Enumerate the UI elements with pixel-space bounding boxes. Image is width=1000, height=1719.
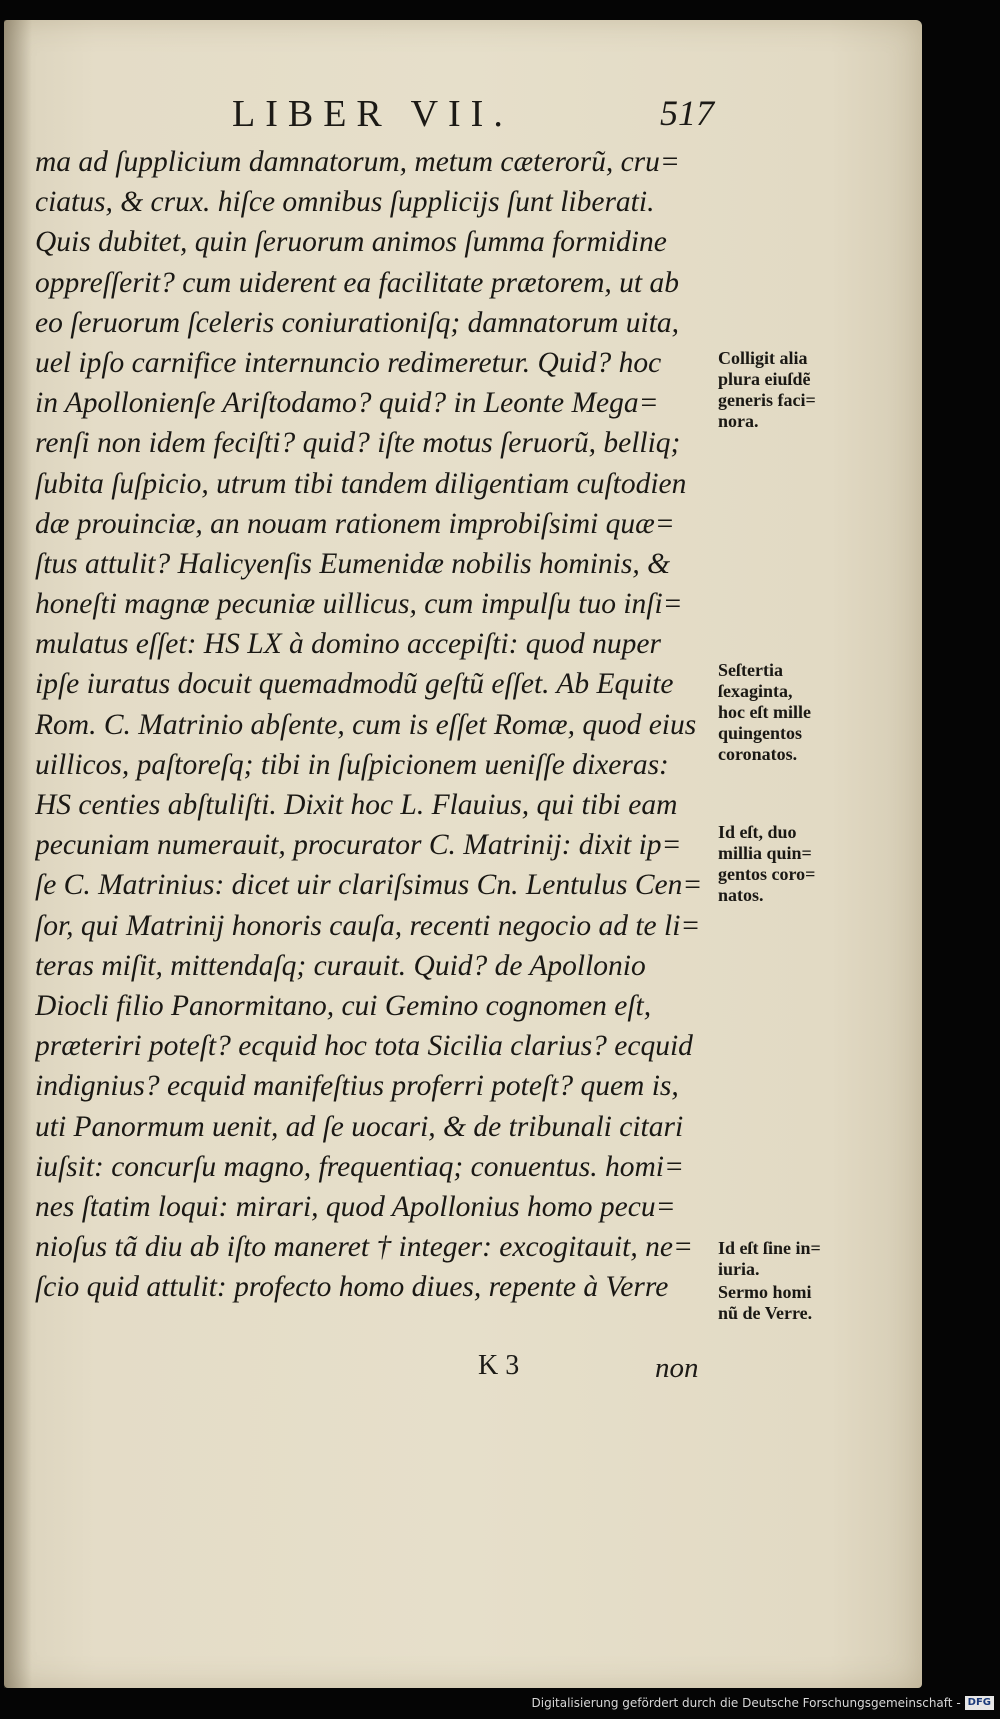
side-note-sermo-hominum [718, 1282, 866, 1324]
body-line: Diocli filio Panormitano, cui Gemino cognomen eſt, [35, 989, 652, 1022]
body-line: nioſus tã diu ab iſto maneret † integer: excogitauit, ne= [35, 1231, 693, 1264]
body-line: ſcio quid attulit: profecto homo diues, repente à Verre [35, 1271, 669, 1304]
side-note-line: nũ de Verre. [718, 1303, 813, 1323]
digitization-footer [532, 1696, 995, 1710]
body-line: ipſe iuratus docuit quemadmodũ geſtũ eſſet. Ab Equite [35, 668, 674, 701]
body-line: teras miſit, mittendaſq; curauit. Quid? de Apollonio [35, 949, 646, 982]
dfg-logo-icon: DFG [965, 1696, 994, 1710]
body-line: honeſti magnæ pecuniæ uillicus, cum impulſu tuo inſi= [35, 588, 683, 621]
body-line: indignius? ecquid manifeſtius proferri poteſt? quem is, [35, 1070, 679, 1103]
body-line: in Apollonienſe Ariſtodamo? quid? in Leonte Mega= [35, 387, 659, 420]
side-note-sine-iniuria [718, 1238, 866, 1280]
body-line: pecuniam numerauit, procurator C. Matrinij: dixit ip= [35, 829, 682, 862]
body-line: eo ſeruorum ſceleris coniurationiſq; damnatorum uita, [35, 306, 680, 339]
side-note-line: gentos coro= [718, 864, 816, 884]
side-note-line: iuria. [718, 1259, 760, 1279]
side-note-duo-millia [718, 822, 866, 906]
signature-mark: K 3 [478, 1350, 520, 1381]
body-line: mulatus eſſet: HS LX à domino accepiſti: quod nuper [35, 628, 661, 661]
catchword: non [655, 1352, 699, 1384]
body-line: oppreſſerit? cum uiderent ea facilitate prætorem, ut ab [35, 266, 679, 299]
body-line: ma ad ſupplicium damnatorum, metum cæterorũ, cru= [35, 146, 680, 178]
side-note-line: ſexaginta, [718, 681, 793, 701]
body-line: nes ſtatim loqui: mirari, quod Apollonius homo pecu= [35, 1190, 676, 1223]
body-line: uel ipſo carnifice internuncio redimeretur. Quid? hoc [35, 346, 662, 379]
running-head: LIBER VII. [232, 93, 513, 135]
side-note-line: Id eſt, duo [718, 822, 797, 842]
side-note-line: Id eſt ſine in= [718, 1238, 821, 1258]
side-note-line: generis faci= [718, 390, 816, 410]
body-line: renſi non idem feciſti? quid? iſte motus ſeruorũ, belliq; [35, 427, 681, 460]
body-line: præteriri poteſt? ecquid hoc tota Sicilia clarius? ecquid [35, 1030, 693, 1063]
side-note-line: millia quin= [718, 843, 812, 863]
side-note-line: Seſtertia [718, 660, 783, 680]
body-line: iuſsit: concurſu magno, frequentiaq; conuentus. homi= [35, 1150, 684, 1183]
side-note-line: hoc eſt mille [718, 702, 811, 722]
side-note-line: Sermo homi [718, 1282, 812, 1302]
body-line: dæ prouinciæ, an nouam rationem improbiſsimi quæ= [35, 507, 675, 540]
gutter-shadow [4, 20, 32, 1688]
body-line: Rom. C. Matrinio abſente, cum is eſſet Romæ, quod eius [35, 708, 697, 741]
body-line: HS centies abſtuliſti. Dixit hoc L. Flauius, qui tibi eam [35, 789, 678, 821]
side-note-colligit [718, 348, 866, 432]
side-note-line: plura eiuſdẽ [718, 369, 811, 389]
side-note-line: quingentos [718, 723, 803, 743]
side-note-line: coronatos. [718, 744, 798, 764]
page-number: 517 [660, 93, 714, 133]
body-text [35, 142, 715, 1307]
body-line: ſor, qui Matrinij honoris cauſa, recenti negocio ad te li= [35, 909, 701, 942]
body-line: ſe C. Matrinius: dicet uir clariſsimus Cn. Lentulus Cen= [35, 869, 703, 902]
body-line: Quis dubitet, quin ſeruorum animos ſumma formidine [35, 226, 667, 259]
body-line: uti Panormum uenit, ad ſe uocari, & de tribunali citari [35, 1110, 684, 1143]
side-note-line: nora. [718, 411, 759, 431]
side-note-line: Colligit alia [718, 348, 808, 368]
body-line: ſtus attulit? Halicyenſis Eumenidæ nobilis hominis, & [35, 547, 671, 580]
footer-text: Digitalisierung gefördert durch die Deutsche Forschungsgemeinschaft - [531, 1696, 961, 1710]
body-line: ciatus, & crux. hiſce omnibus ſupplicijs ſunt liberati. [35, 186, 655, 219]
body-line: uillicos, paſtoreſq; tibi in ſuſpicionem ueniſſe dixeras: [35, 748, 669, 781]
side-note-sestertia [718, 660, 866, 765]
body-line: ſubita ſuſpicio, utrum tibi tandem diligentiam cuſtodien [35, 467, 687, 500]
side-note-line: natos. [718, 885, 764, 905]
